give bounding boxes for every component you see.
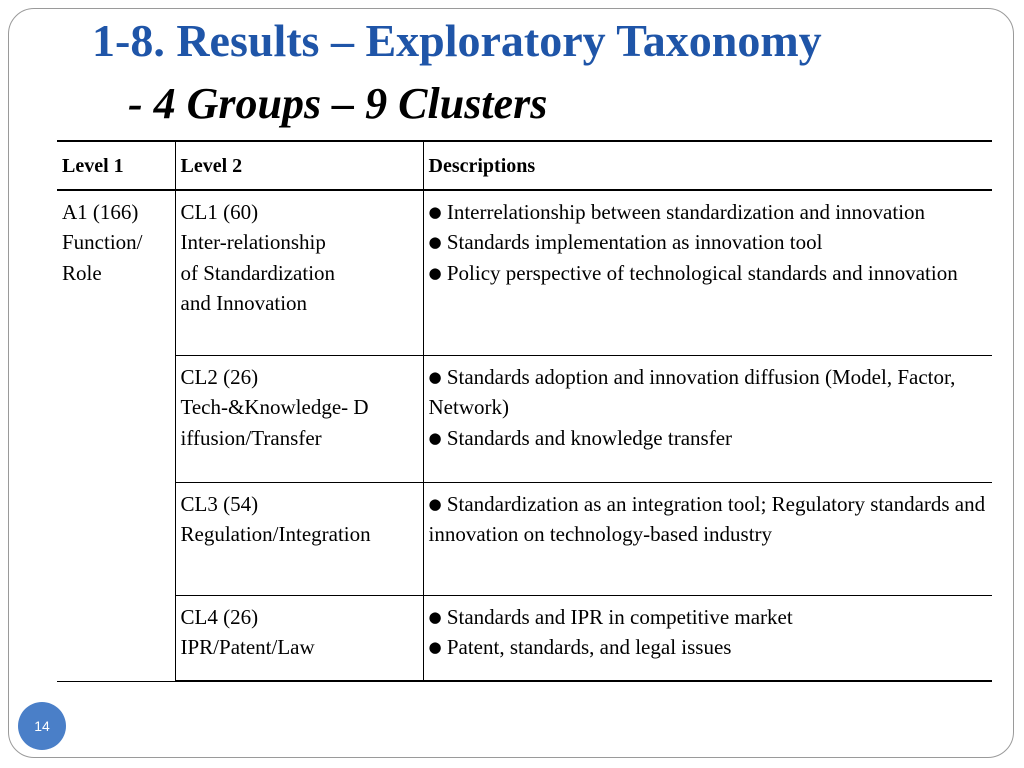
table-row (57, 596, 992, 682)
level2-cell (175, 483, 423, 596)
description-item: ● Standards and knowledge transfer (428, 425, 733, 450)
cluster-label: iffusion/Transfer (180, 425, 322, 450)
description-item: ● Standardization as an integration tool; Regulatory standards and innovation on technology-based industry (428, 492, 986, 547)
page-number-badge: 14 (18, 702, 66, 750)
level1-label: Role (62, 260, 102, 285)
description-item: ● Standards and IPR in competitive market (428, 605, 793, 629)
cluster-code: CL1 (60) (180, 200, 259, 224)
cluster-label: of Standardization (180, 260, 336, 285)
header-descriptions: Descriptions (423, 141, 992, 190)
bullet-icon: ● (428, 495, 442, 513)
bullet-icon: ● (428, 263, 442, 282)
bullet-icon: ● (428, 608, 442, 626)
table-header-row (57, 141, 992, 190)
bullet-icon: ● (428, 638, 442, 657)
description-item: ● Standards implementation as innovation tool (428, 230, 823, 255)
table-row (57, 483, 992, 596)
cluster-code: CL2 (26) (180, 365, 259, 389)
bullet-icon: ● (428, 428, 442, 447)
level2-cell (175, 190, 423, 356)
cluster-label: IPR/Patent/Law (180, 635, 315, 660)
table-row (57, 190, 992, 356)
cluster-label: Inter-relationship (180, 230, 326, 255)
slide-subtitle: - 4 Groups – 9 Clusters (128, 79, 548, 128)
level2-cell (175, 356, 423, 483)
bullet-icon: ● (428, 233, 442, 252)
slide-title: 1-8. Results – Exploratory Taxonomy (92, 15, 822, 66)
taxonomy-table (57, 140, 992, 682)
description-cell (423, 190, 992, 356)
cluster-code: CL3 (54) (180, 492, 259, 516)
cluster-code: CL4 (26) (180, 605, 259, 629)
description-item: ● Patent, standards, and legal issues (428, 635, 732, 660)
description-cell (423, 596, 992, 682)
description-cell (423, 356, 992, 483)
description-item: ● Standards adoption and innovation diffusion (Model, Factor, Network) (428, 365, 956, 420)
bullet-icon: ● (428, 368, 442, 386)
description-item: ● Policy perspective of technological standards and innovation (428, 260, 958, 285)
level2-cell (175, 596, 423, 682)
cluster-label: Regulation/Integration (180, 522, 371, 547)
header-level-1: Level 1 (57, 141, 175, 190)
cluster-label: and Innovation (180, 291, 308, 316)
cluster-label: Tech-&Knowledge- D (180, 395, 369, 420)
description-cell (423, 483, 992, 596)
bullet-icon: ● (428, 203, 442, 221)
description-item: ● Interrelationship between standardization and innovation (428, 200, 926, 224)
level1-label: Function/ (62, 230, 143, 255)
level1-cell (57, 190, 175, 681)
table-row (57, 356, 992, 483)
level1-code: A1 (166) (62, 200, 139, 224)
header-level-2: Level 2 (175, 141, 423, 190)
